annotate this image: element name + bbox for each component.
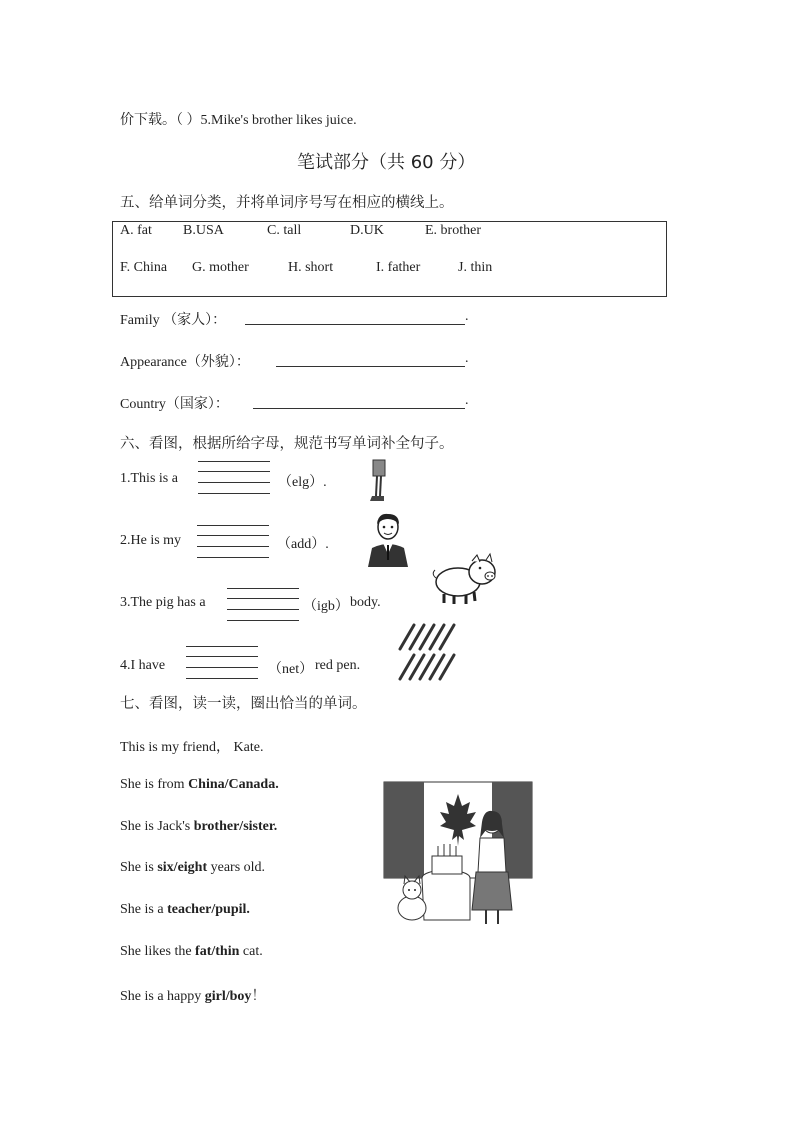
word-g: G. mother [192, 260, 249, 275]
kate-canada-picture [382, 780, 536, 930]
word-j: J. thin [458, 260, 493, 275]
section6-heading: 六、看图，根据所给字母，规范书写单词补全句子。 [120, 436, 454, 452]
father-icon [364, 510, 412, 568]
word-a: A. fat [120, 223, 152, 238]
section7-heading: 七、看图，读一读，圈出恰当的单词。 [120, 696, 367, 712]
choice-six-eight[interactable]: six/eight [157, 860, 208, 875]
section5-heading: 五、给单词分类，并将单词序号写在相应的横线上。 [120, 195, 454, 211]
sentence-2 [120, 777, 279, 793]
choice-brother-sister[interactable]: brother/sister. [193, 819, 278, 834]
sentence-6-text: She likes the [120, 944, 196, 959]
leg-icon [366, 458, 392, 504]
item1-hint: （elg）. [278, 475, 327, 490]
appearance-label: Appearance（外貌）： [120, 355, 250, 370]
family-label: Family （家人）： [120, 313, 227, 328]
sentence-7 [120, 985, 265, 1005]
item2-hint: （add）. [277, 537, 329, 552]
appearance-answer-line[interactable] [276, 366, 465, 367]
family-period: . [465, 309, 469, 324]
pens-icon [396, 617, 462, 683]
appearance-period: . [465, 351, 469, 366]
sentence-4-end: years old. [207, 860, 266, 875]
sentence-3 [120, 819, 277, 835]
sentence-1-text: This is my friend， Kate. [120, 740, 264, 755]
word-i: I. father [376, 260, 421, 275]
sentence-4-text: She is [120, 860, 158, 875]
choice-teacher-pupil[interactable]: teacher/pupil. [167, 902, 250, 917]
word-f: F. China [120, 260, 168, 275]
country-period: . [465, 393, 469, 408]
item4-writing-lines[interactable] [186, 646, 258, 678]
sentence-5 [120, 902, 250, 918]
word-h: H. short [288, 260, 334, 275]
item3-suffix: body. [350, 595, 381, 610]
sentence-1 [120, 736, 263, 756]
country-answer-line[interactable] [253, 408, 465, 409]
top-question-line: 价下载。（ ）5.Mike's brother likes juice. [120, 113, 357, 128]
sentence-5-text: She is a [120, 902, 168, 917]
item2-writing-lines[interactable] [197, 525, 269, 557]
item3-writing-lines[interactable] [227, 588, 299, 620]
item4-hint: （net） [268, 662, 314, 677]
sentence-4 [120, 860, 265, 876]
sentence-3-text: She is Jack's [120, 819, 194, 834]
item4-prefix: 4.I have [120, 658, 166, 673]
item1-writing-lines[interactable] [198, 461, 270, 493]
choice-girl-boy[interactable]: girl/boy [204, 989, 252, 1004]
page-title: 笔试部分（共 60 分） [297, 152, 476, 173]
family-answer-line[interactable] [245, 324, 465, 325]
choice-fat-thin[interactable]: fat/thin [195, 944, 240, 959]
country-label: Country（国家）： [120, 397, 229, 412]
sentence-2-text: She is from [120, 777, 189, 792]
sentence-7-text: She is a happy [120, 989, 205, 1004]
item3-hint: （igb） [303, 599, 349, 614]
sentence-6 [120, 944, 263, 960]
sentence-7-end: ！ [251, 989, 266, 1004]
item1-prefix: 1.This is a [120, 471, 178, 486]
choice-china-canada[interactable]: China/Canada. [188, 777, 279, 792]
item2-prefix: 2.He is my [120, 533, 182, 548]
pig-icon [430, 552, 500, 606]
item4-suffix: red pen. [315, 658, 361, 673]
sentence-6-end: cat. [239, 944, 263, 959]
item3-prefix: 3.The pig has a [120, 595, 206, 610]
word-d: D.UK [350, 223, 384, 238]
word-c: C. tall [267, 223, 302, 238]
word-e: E. brother [425, 223, 481, 238]
word-b: B.USA [183, 223, 224, 238]
